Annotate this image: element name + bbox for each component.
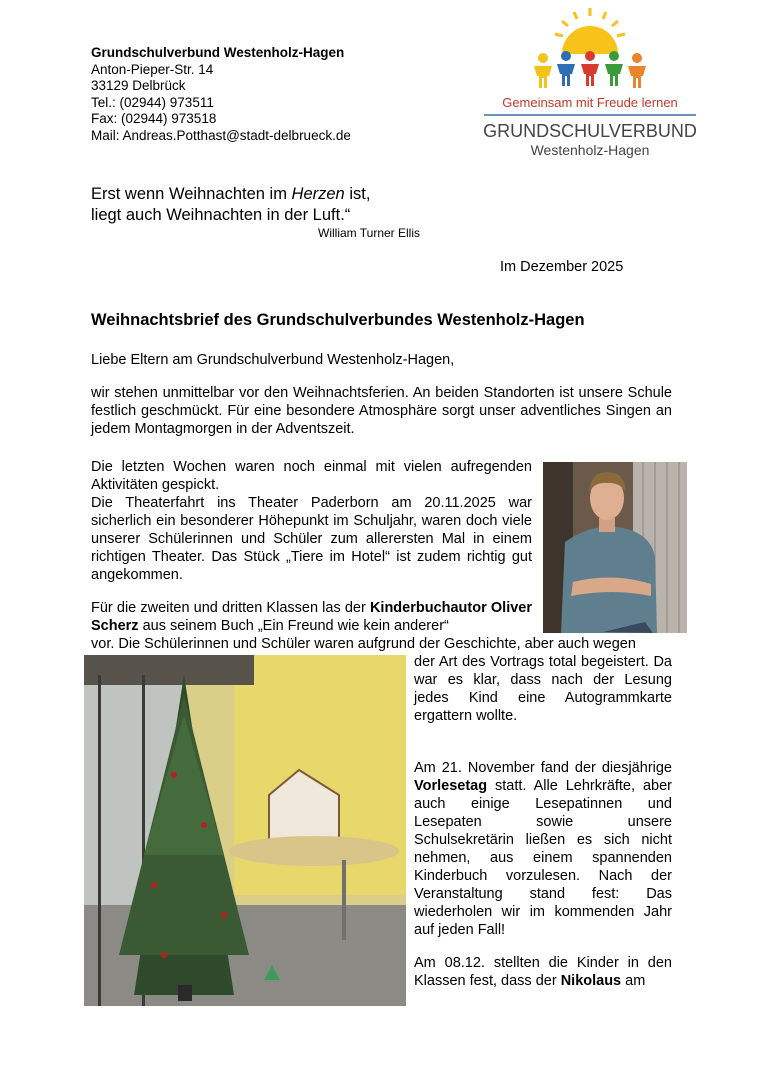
street: Anton-Pieper-Str. 14 bbox=[91, 61, 214, 77]
logo-name-line1: GRUNDSCHULVERBUND bbox=[483, 121, 697, 141]
quote-emphasis: Herzen bbox=[291, 185, 345, 203]
logo-slogan: Gemeinsam mit Freude lernen bbox=[502, 95, 678, 110]
email: Mail: Andreas.Potthast@stadt-delbrueck.de bbox=[91, 127, 351, 143]
paragraph-author-visit: Für die zweiten und dritten Klassen las der Kinderbuchautor Oliver Scherz aus seinem Buch „Ein Freund wie kein anderer“ bbox=[91, 600, 532, 634]
sun-icon bbox=[555, 8, 625, 54]
logo-name-line2: Westenholz-Hagen bbox=[530, 142, 650, 158]
paragraph-intro: wir stehen unmittelbar vor den Weihnachtsferien. An beiden Standorten ist unsere Schule festlich geschmückt. Für eine besondere Atmosphäre sorgt unser adventliches Singen an jedem Montagmorgen in der Adventszeit. bbox=[91, 385, 672, 437]
address-block bbox=[91, 45, 351, 144]
paragraph-reading-day: Am 21. November fand der diesjährige Vorlesetag statt. Alle Lehrkräfte, aber auch einige Lesepatinnen und Lesepaten sowie unsere Schulsekretärin ließen es sich nicht nehmen, aus einem spannenden Kinderbuch vorzulesen. Nach der Veranstaltung stand fest: Das wiederholen wir im kommenden Jahr auf jeden Fall! bbox=[414, 760, 672, 938]
city: 33129 Delbrück bbox=[91, 78, 186, 93]
paragraph-author-visit-cont: vor. Die Schülerinnen und Schüler waren aufgrund der Geschichte, aber auch wegen bbox=[91, 636, 636, 652]
letter-date: Im Dezember 2025 bbox=[500, 259, 624, 275]
children-figures-icon bbox=[534, 51, 646, 88]
quote-author: William Turner Ellis bbox=[318, 226, 421, 240]
author-name: Oliver Scherz bbox=[91, 600, 532, 634]
org-name: Grundschulverbund Westenholz-Hagen bbox=[91, 45, 345, 60]
christmas-quote bbox=[91, 184, 370, 226]
reading-day-label: Vorlesetag bbox=[414, 778, 488, 794]
paragraph-theater: Die letzten Wochen waren noch einmal mit vielen aufregenden Aktivitäten gespickt. Die Theaterfahrt ins Theater Paderborn am 20.11.2025 war sicherlich ein besonderer Höhepunkt im Schuljahr, waren doch viele unserer Schülerinnen und Schüler zum allerersten Mal in einem richtigen Theater. Das Stück „Tiere im Hotel“ ist zudem richtig gut angekommen. bbox=[91, 459, 532, 583]
paragraph-author-visit-end: der Art des Vortrags total begeistert. Da war es klar, dass nach der Lesung jedes Kind eine Autogrammkarte ergattern wollte. bbox=[414, 654, 672, 724]
author-role: Kinderbuchautor bbox=[369, 600, 487, 616]
quote-line-1: Erst wenn Weihnachten im Herzen ist, bbox=[91, 185, 371, 203]
fax: Fax: (02944) 973518 bbox=[91, 111, 217, 126]
letter-title: Weihnachtsbrief des Grundschulverbundes Westenholz-Hagen bbox=[91, 311, 585, 329]
nikolaus-label: Nikolaus bbox=[560, 973, 622, 989]
school-logo bbox=[482, 6, 698, 162]
greeting: Liebe Eltern am Grundschulverbund Westenholz-Hagen, bbox=[91, 352, 455, 368]
quote-line-2: liegt auch Weihnachten in der Luft.“ bbox=[91, 206, 351, 224]
author-photo bbox=[543, 462, 687, 633]
phone: Tel.: (02944) 973511 bbox=[91, 94, 214, 110]
paragraph-nikolaus: Am 08.12. stellten die Kinder in den Klassen fest, dass der Nikolaus am bbox=[414, 955, 672, 989]
christmas-tree-photo bbox=[84, 655, 406, 1006]
